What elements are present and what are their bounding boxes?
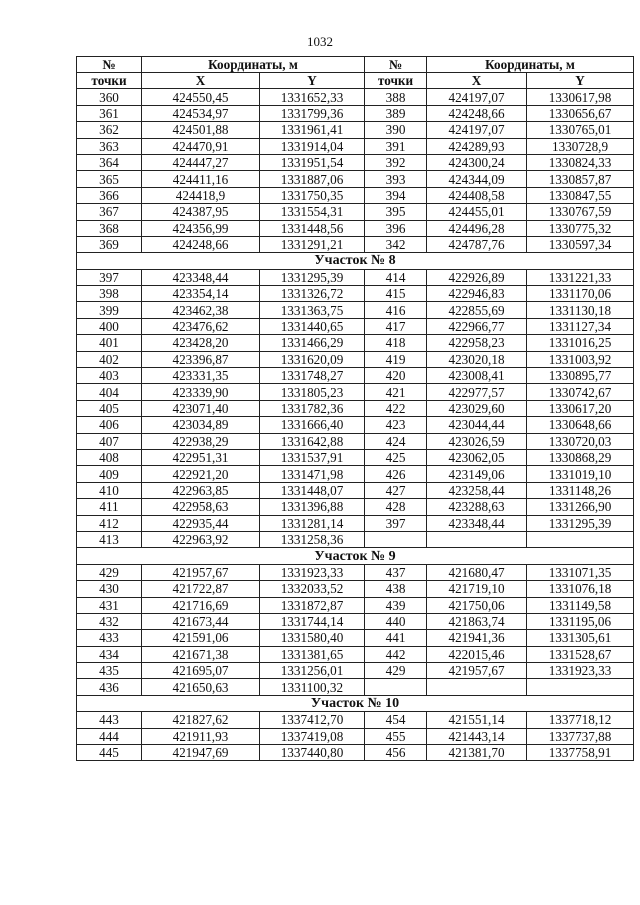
cell-point-right: 342 (365, 236, 427, 252)
cell-x-left: 424356,99 (142, 220, 260, 236)
cell-y-left: 1331580,40 (260, 630, 365, 646)
table-row (77, 89, 634, 105)
table-row (77, 449, 634, 465)
table-row (77, 351, 634, 367)
cell-point-left: 405 (77, 400, 142, 416)
cell-x-left: 421671,38 (142, 646, 260, 662)
cell-point-right: 419 (365, 351, 427, 367)
cell-point-right: 420 (365, 368, 427, 384)
cell-x-right: 422855,69 (427, 302, 527, 318)
cell-y-right: 1337737,88 (527, 728, 634, 744)
cell-y-left: 1331291,21 (260, 236, 365, 252)
cell-y-left: 1331466,29 (260, 335, 365, 351)
cell-point-left: 435 (77, 663, 142, 679)
point-no-header-right: № (365, 57, 427, 73)
table-row (77, 663, 634, 679)
table-row (77, 204, 634, 220)
cell-x-left: 422963,85 (142, 482, 260, 498)
cell-point-left: 363 (77, 138, 142, 154)
cell-y-left: 1331537,91 (260, 449, 365, 465)
cell-y-left: 1331799,36 (260, 105, 365, 121)
section-title-row (77, 548, 634, 564)
cell-x-right: 421551,14 (427, 712, 527, 728)
cell-y-left: 1331642,88 (260, 433, 365, 449)
cell-y-right: 1331148,26 (527, 482, 634, 498)
table-row (77, 335, 634, 351)
cell-x-right: 424300,24 (427, 154, 527, 170)
cell-x-right: 424248,66 (427, 105, 527, 121)
table-row (77, 564, 634, 580)
table-row (77, 515, 634, 531)
cell-x-left: 421591,06 (142, 630, 260, 646)
cell-point-right: 395 (365, 204, 427, 220)
cell-x-right: 424197,07 (427, 122, 527, 138)
cell-y-left: 1331554,31 (260, 204, 365, 220)
cell-x-left: 422938,29 (142, 433, 260, 449)
cell-x-left: 422921,20 (142, 466, 260, 482)
cell-y-left: 1331295,39 (260, 269, 365, 285)
cell-y-right: 1337758,91 (527, 745, 634, 761)
cell-x-right: 423258,44 (427, 482, 527, 498)
cell-y-right (527, 679, 634, 695)
cell-x-right: 421381,70 (427, 745, 527, 761)
header-row-1 (77, 57, 634, 73)
cell-y-left: 1331256,01 (260, 663, 365, 679)
table-row (77, 302, 634, 318)
cell-y-left: 1331471,98 (260, 466, 365, 482)
cell-y-left: 1331666,40 (260, 417, 365, 433)
cell-point-left: 444 (77, 728, 142, 744)
cell-x-left: 422935,44 (142, 515, 260, 531)
cell-y-right: 1331266,90 (527, 499, 634, 515)
cell-y-left: 1331448,56 (260, 220, 365, 236)
cell-point-right: 442 (365, 646, 427, 662)
cell-x-left: 423339,90 (142, 384, 260, 400)
cell-point-left: 409 (77, 466, 142, 482)
cell-point-right (365, 531, 427, 547)
cell-point-left: 402 (77, 351, 142, 367)
cell-y-left: 1331805,23 (260, 384, 365, 400)
cell-y-right (527, 531, 634, 547)
cell-y-right: 1331003,92 (527, 351, 634, 367)
cell-point-left: 400 (77, 318, 142, 334)
cell-point-right: 417 (365, 318, 427, 334)
cell-point-right: 424 (365, 433, 427, 449)
cell-x-left: 423348,44 (142, 269, 260, 285)
cell-point-left: 412 (77, 515, 142, 531)
cell-y-right: 1331071,35 (527, 564, 634, 580)
cell-x-left: 423476,62 (142, 318, 260, 334)
cell-y-right: 1337718,12 (527, 712, 634, 728)
table-row (77, 384, 634, 400)
cell-x-right: 421680,47 (427, 564, 527, 580)
cell-y-right: 1330648,66 (527, 417, 634, 433)
table-row (77, 417, 634, 433)
table-row (77, 712, 634, 728)
cell-x-left: 422951,31 (142, 449, 260, 465)
cell-y-left: 1331363,75 (260, 302, 365, 318)
cell-x-right: 421941,36 (427, 630, 527, 646)
cell-x-right: 421957,67 (427, 663, 527, 679)
cell-x-left: 423071,40 (142, 400, 260, 416)
cell-point-left: 367 (77, 204, 142, 220)
cell-point-right: 440 (365, 613, 427, 629)
cell-point-right: 394 (365, 187, 427, 203)
table-row (77, 679, 634, 695)
cell-point-right: 455 (365, 728, 427, 744)
table-row (77, 745, 634, 761)
cell-y-left: 1337412,70 (260, 712, 365, 728)
cell-point-right: 397 (365, 515, 427, 531)
cell-y-right: 1330765,01 (527, 122, 634, 138)
cell-point-left: 403 (77, 368, 142, 384)
cell-x-left: 421722,87 (142, 581, 260, 597)
cell-x-right: 423348,44 (427, 515, 527, 531)
cell-y-right: 1331130,18 (527, 302, 634, 318)
cell-point-right: 441 (365, 630, 427, 646)
cell-y-left: 1331652,33 (260, 89, 365, 105)
cell-point-right: 389 (365, 105, 427, 121)
cell-y-left: 1331923,33 (260, 564, 365, 580)
cell-y-left: 1331258,36 (260, 531, 365, 547)
cell-y-right: 1330857,87 (527, 171, 634, 187)
cell-point-right: 437 (365, 564, 427, 580)
cell-y-right: 1331170,06 (527, 286, 634, 302)
cell-y-right: 1330742,67 (527, 384, 634, 400)
table-row (77, 581, 634, 597)
cell-y-right: 1330617,98 (527, 89, 634, 105)
cell-point-left: 369 (77, 236, 142, 252)
cell-point-left: 429 (77, 564, 142, 580)
cell-point-right: 391 (365, 138, 427, 154)
cell-point-left: 445 (77, 745, 142, 761)
cell-y-left: 1331887,06 (260, 171, 365, 187)
table-row (77, 368, 634, 384)
cell-point-left: 365 (77, 171, 142, 187)
header-row-2 (77, 73, 634, 89)
cell-y-left: 1331872,87 (260, 597, 365, 613)
cell-point-left: 408 (77, 449, 142, 465)
cell-point-right: 425 (365, 449, 427, 465)
cell-point-left: 443 (77, 712, 142, 728)
cell-x-left: 424447,27 (142, 154, 260, 170)
table-row (77, 728, 634, 744)
cell-y-left: 1331396,88 (260, 499, 365, 515)
cell-y-left: 1331381,65 (260, 646, 365, 662)
cell-point-left: 398 (77, 286, 142, 302)
cell-y-right: 1330868,29 (527, 449, 634, 465)
cell-point-right: 426 (365, 466, 427, 482)
cell-point-left: 397 (77, 269, 142, 285)
cell-point-right: 454 (365, 712, 427, 728)
cell-x-right: 422015,46 (427, 646, 527, 662)
cell-x-right: 423008,41 (427, 368, 527, 384)
cell-point-right: 427 (365, 482, 427, 498)
cell-y-right: 1330895,77 (527, 368, 634, 384)
cell-y-right: 1330597,34 (527, 236, 634, 252)
cell-x-left: 424550,45 (142, 89, 260, 105)
cell-point-right: 421 (365, 384, 427, 400)
cell-x-right: 422958,23 (427, 335, 527, 351)
cell-x-left: 424470,91 (142, 138, 260, 154)
cell-y-left: 1331782,36 (260, 400, 365, 416)
coordinates-table (76, 56, 634, 761)
cell-point-left: 366 (77, 187, 142, 203)
y-header-left: Y (260, 73, 365, 89)
cell-x-left: 423396,87 (142, 351, 260, 367)
coords-header-left: Координаты, м (142, 57, 365, 73)
point-label-left: точки (77, 73, 142, 89)
cell-y-right: 1331295,39 (527, 515, 634, 531)
cell-point-left: 411 (77, 499, 142, 515)
cell-x-left: 421911,93 (142, 728, 260, 744)
cell-y-left: 1337419,08 (260, 728, 365, 744)
cell-y-left: 1331961,41 (260, 122, 365, 138)
cell-y-right: 1330767,59 (527, 204, 634, 220)
table-row (77, 286, 634, 302)
cell-point-left: 436 (77, 679, 142, 695)
table-row (77, 531, 634, 547)
section-title-row (77, 253, 634, 269)
table-row (77, 138, 634, 154)
table-body (77, 89, 634, 761)
cell-point-left: 404 (77, 384, 142, 400)
cell-y-right: 1331195,06 (527, 613, 634, 629)
cell-point-right: 418 (365, 335, 427, 351)
cell-x-left: 424248,66 (142, 236, 260, 252)
cell-y-right: 1330824,33 (527, 154, 634, 170)
cell-point-left: 430 (77, 581, 142, 597)
cell-y-left: 1331951,54 (260, 154, 365, 170)
cell-point-left: 401 (77, 335, 142, 351)
cell-point-left: 413 (77, 531, 142, 547)
cell-y-right: 1331149,58 (527, 597, 634, 613)
cell-y-right: 1330656,67 (527, 105, 634, 121)
cell-y-left: 1331448,07 (260, 482, 365, 498)
cell-point-right: 439 (365, 597, 427, 613)
section-title-row (77, 695, 634, 711)
cell-point-left: 368 (77, 220, 142, 236)
cell-y-right: 1331305,61 (527, 630, 634, 646)
cell-point-right: 388 (365, 89, 427, 105)
cell-y-right: 1331127,34 (527, 318, 634, 334)
cell-point-left: 406 (77, 417, 142, 433)
cell-x-right: 423026,59 (427, 433, 527, 449)
cell-x-left: 423331,35 (142, 368, 260, 384)
cell-y-right: 1330775,32 (527, 220, 634, 236)
cell-x-right: 422926,89 (427, 269, 527, 285)
cell-x-left: 422958,63 (142, 499, 260, 515)
cell-x-left: 424387,95 (142, 204, 260, 220)
cell-point-right: 438 (365, 581, 427, 597)
cell-x-right: 423288,63 (427, 499, 527, 515)
cell-y-right: 1331016,25 (527, 335, 634, 351)
cell-x-left: 423034,89 (142, 417, 260, 433)
cell-x-right: 421863,74 (427, 613, 527, 629)
cell-y-right: 1331528,67 (527, 646, 634, 662)
cell-x-left: 423354,14 (142, 286, 260, 302)
cell-point-right: 416 (365, 302, 427, 318)
table-row (77, 499, 634, 515)
cell-y-left: 1331326,72 (260, 286, 365, 302)
table-row (77, 187, 634, 203)
cell-point-right: 396 (365, 220, 427, 236)
cell-point-right: 428 (365, 499, 427, 515)
y-header-right: Y (527, 73, 634, 89)
table-row (77, 597, 634, 613)
cell-point-left: 432 (77, 613, 142, 629)
cell-point-left: 361 (77, 105, 142, 121)
cell-point-right: 456 (365, 745, 427, 761)
cell-y-left: 1331914,04 (260, 138, 365, 154)
section-title: Участок № 10 (77, 695, 634, 711)
table-row (77, 466, 634, 482)
cell-y-right: 1331076,18 (527, 581, 634, 597)
cell-x-right (427, 531, 527, 547)
cell-x-right: 421750,06 (427, 597, 527, 613)
cell-x-right: 423149,06 (427, 466, 527, 482)
cell-point-right: 390 (365, 122, 427, 138)
table-row (77, 482, 634, 498)
cell-x-left: 424418,9 (142, 187, 260, 203)
cell-point-left: 360 (77, 89, 142, 105)
cell-x-right (427, 679, 527, 695)
cell-y-right: 1330617,20 (527, 400, 634, 416)
cell-x-right: 421719,10 (427, 581, 527, 597)
cell-x-right: 424496,28 (427, 220, 527, 236)
table-row (77, 122, 634, 138)
x-header-left: X (142, 73, 260, 89)
table-row (77, 236, 634, 252)
cell-x-right: 423062,05 (427, 449, 527, 465)
cell-y-left: 1331620,09 (260, 351, 365, 367)
cell-point-left: 431 (77, 597, 142, 613)
cell-x-left: 424534,97 (142, 105, 260, 121)
cell-y-left: 1331750,35 (260, 187, 365, 203)
cell-point-right: 392 (365, 154, 427, 170)
table-row (77, 318, 634, 334)
cell-y-right: 1330728,9 (527, 138, 634, 154)
cell-point-right: 393 (365, 171, 427, 187)
cell-x-right: 424197,07 (427, 89, 527, 105)
cell-y-left: 1331748,27 (260, 368, 365, 384)
cell-y-left: 1331440,65 (260, 318, 365, 334)
cell-y-right: 1331019,10 (527, 466, 634, 482)
cell-x-left: 424411,16 (142, 171, 260, 187)
cell-point-right: 414 (365, 269, 427, 285)
x-header-right: X (427, 73, 527, 89)
section-title: Участок № 8 (77, 253, 634, 269)
cell-x-left: 424501,88 (142, 122, 260, 138)
cell-point-right: 429 (365, 663, 427, 679)
cell-point-left: 410 (77, 482, 142, 498)
cell-x-right: 424455,01 (427, 204, 527, 220)
table-row (77, 400, 634, 416)
cell-point-left: 362 (77, 122, 142, 138)
cell-x-left: 421947,69 (142, 745, 260, 761)
table-row (77, 171, 634, 187)
cell-point-left: 407 (77, 433, 142, 449)
table-row (77, 154, 634, 170)
cell-x-right: 422977,57 (427, 384, 527, 400)
cell-x-left: 421716,69 (142, 597, 260, 613)
cell-y-left: 1331281,14 (260, 515, 365, 531)
cell-x-right: 422966,77 (427, 318, 527, 334)
cell-y-right: 1331221,33 (527, 269, 634, 285)
cell-x-left: 422963,92 (142, 531, 260, 547)
table-row (77, 630, 634, 646)
cell-y-left: 1332033,52 (260, 581, 365, 597)
cell-x-left: 421957,67 (142, 564, 260, 580)
cell-x-right: 421443,14 (427, 728, 527, 744)
cell-y-right: 1331923,33 (527, 663, 634, 679)
table-row (77, 613, 634, 629)
cell-point-right: 422 (365, 400, 427, 416)
table-row (77, 433, 634, 449)
cell-point-left: 433 (77, 630, 142, 646)
cell-x-right: 423020,18 (427, 351, 527, 367)
cell-point-right: 415 (365, 286, 427, 302)
cell-x-right: 424344,09 (427, 171, 527, 187)
cell-x-right: 424289,93 (427, 138, 527, 154)
point-label-right: точки (365, 73, 427, 89)
point-no-header-left: № (77, 57, 142, 73)
table-row (77, 646, 634, 662)
cell-x-right: 423044,44 (427, 417, 527, 433)
cell-y-right: 1330720,03 (527, 433, 634, 449)
cell-x-left: 423428,20 (142, 335, 260, 351)
page-number: 1032 (307, 34, 333, 49)
coords-header-right: Координаты, м (427, 57, 634, 73)
cell-point-left: 399 (77, 302, 142, 318)
table-row (77, 269, 634, 285)
cell-y-left: 1331744,14 (260, 613, 365, 629)
table-row (77, 220, 634, 236)
cell-x-right: 424787,76 (427, 236, 527, 252)
cell-point-right (365, 679, 427, 695)
cell-x-left: 421695,07 (142, 663, 260, 679)
cell-y-left: 1337440,80 (260, 745, 365, 761)
cell-point-left: 434 (77, 646, 142, 662)
cell-x-right: 422946,83 (427, 286, 527, 302)
cell-y-right: 1330847,55 (527, 187, 634, 203)
section-title: Участок № 9 (77, 548, 634, 564)
cell-x-left: 423462,38 (142, 302, 260, 318)
table-row (77, 105, 634, 121)
cell-point-left: 364 (77, 154, 142, 170)
cell-x-right: 424408,58 (427, 187, 527, 203)
cell-point-right: 423 (365, 417, 427, 433)
cell-y-left: 1331100,32 (260, 679, 365, 695)
cell-x-right: 423029,60 (427, 400, 527, 416)
cell-x-left: 421650,63 (142, 679, 260, 695)
cell-x-left: 421827,62 (142, 712, 260, 728)
cell-x-left: 421673,44 (142, 613, 260, 629)
